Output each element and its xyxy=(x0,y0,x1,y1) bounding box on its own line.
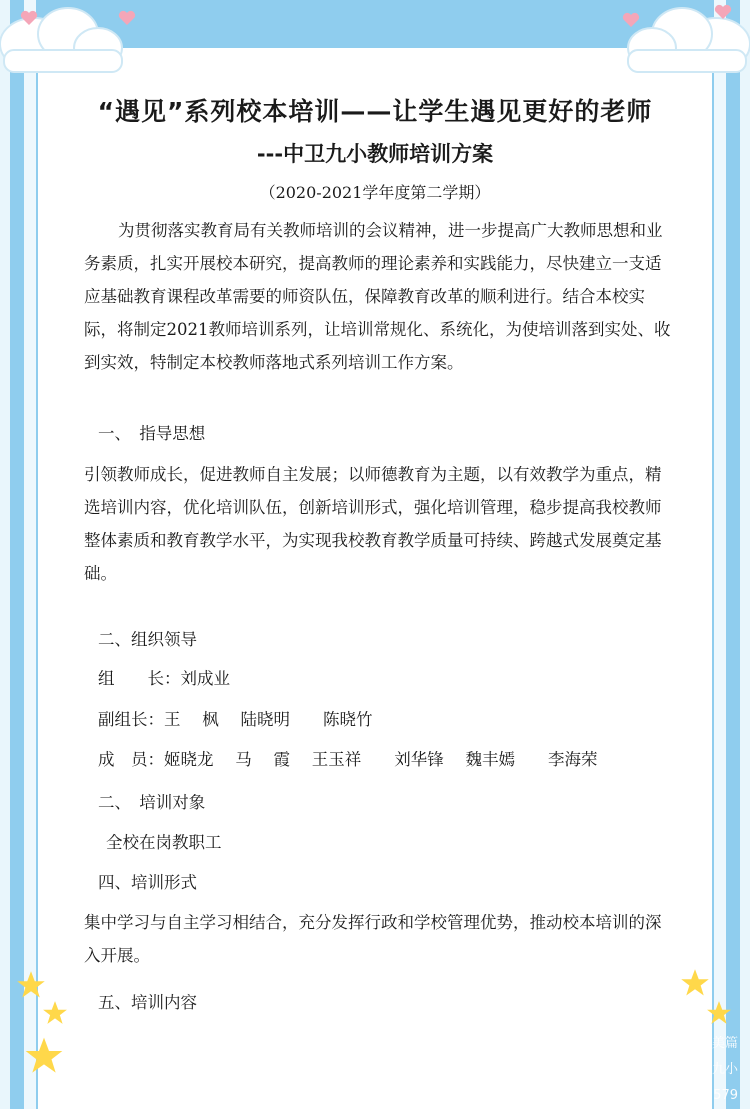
star-icon xyxy=(16,970,46,1000)
cloud-decoration-left-icon xyxy=(0,0,126,76)
section-heading: 五、培训内容 xyxy=(98,993,197,1012)
section-heading: 二、组织领导 xyxy=(98,630,197,649)
watermark-id: 美篇号: 19082579 xyxy=(624,1088,738,1103)
section-paragraph: 引领教师成长，促进教师自主发展；以师德教育为主题，以有效教学为重点，精选培训内容，优化培训队伍，创新培训形式，强化培训管理，稳步提高我校教师整体素质和教育教学水平，为实现我校教育教学质量可持续、跨越式发展奠定基础。 xyxy=(84,465,662,583)
section-heading: 四、培训形式 xyxy=(98,873,197,892)
section-paragraph: 集中学习与自主学习相结合，充分发挥行政和学校管理优势，推动校本培训的深入开展。 xyxy=(84,913,662,965)
intro-paragraph: 为贯彻落实教育局有关教师培训的会议精神，进一步提高广大教师思想和业务素质，扎实开展校本研究，提高教师的理论素养和实践能力，尽快建立一支适应基础教育课程改革需要的师资队伍，保障教育改革的顺利进行。结合本校实际，将制定2021教师培训系列，让培训常规化、系统化，为使培训落到实处、收到实效，特制定本校教师落地式系列培训工作方案。 xyxy=(84,221,671,372)
section-paragraph: 全校在岗教职工 xyxy=(106,833,222,852)
document-title: “遇见”系列校本培训——让学生遇见更好的老师 xyxy=(97,97,653,126)
members-line: 成 员：姬晓龙 马 霞 王玉祥 刘华锋 魏丰嫣 李海荣 xyxy=(98,750,598,769)
heart-icon xyxy=(20,10,38,26)
watermark-brand: 美篇 xyxy=(711,1036,738,1051)
star-icon xyxy=(42,1000,68,1026)
heart-icon xyxy=(118,10,136,26)
document-subtitle: ---中卫九小教师培训方案 xyxy=(256,142,494,166)
watermark-author: @中卫九小 xyxy=(672,1062,738,1077)
document-term: （2020-2021学年度第二学期） xyxy=(259,183,491,202)
border-stripe-right-inner xyxy=(714,0,726,1109)
star-icon xyxy=(680,968,710,998)
section-heading: 一、 指导思想 xyxy=(98,424,206,443)
deputy-leader-line: 副组长：王 枫 陆晓明 陈晓竹 xyxy=(98,710,373,729)
border-stripe-right xyxy=(740,0,750,1109)
section-heading: 二、 培训对象 xyxy=(98,793,206,812)
star-icon xyxy=(706,1000,732,1026)
heart-icon xyxy=(622,12,640,28)
border-stripe-left xyxy=(0,0,10,1109)
leader-line: 组 长：刘成业 xyxy=(98,669,230,688)
star-icon xyxy=(24,1036,64,1076)
border-stripe-left-inner xyxy=(24,0,36,1109)
heart-icon xyxy=(714,4,732,20)
